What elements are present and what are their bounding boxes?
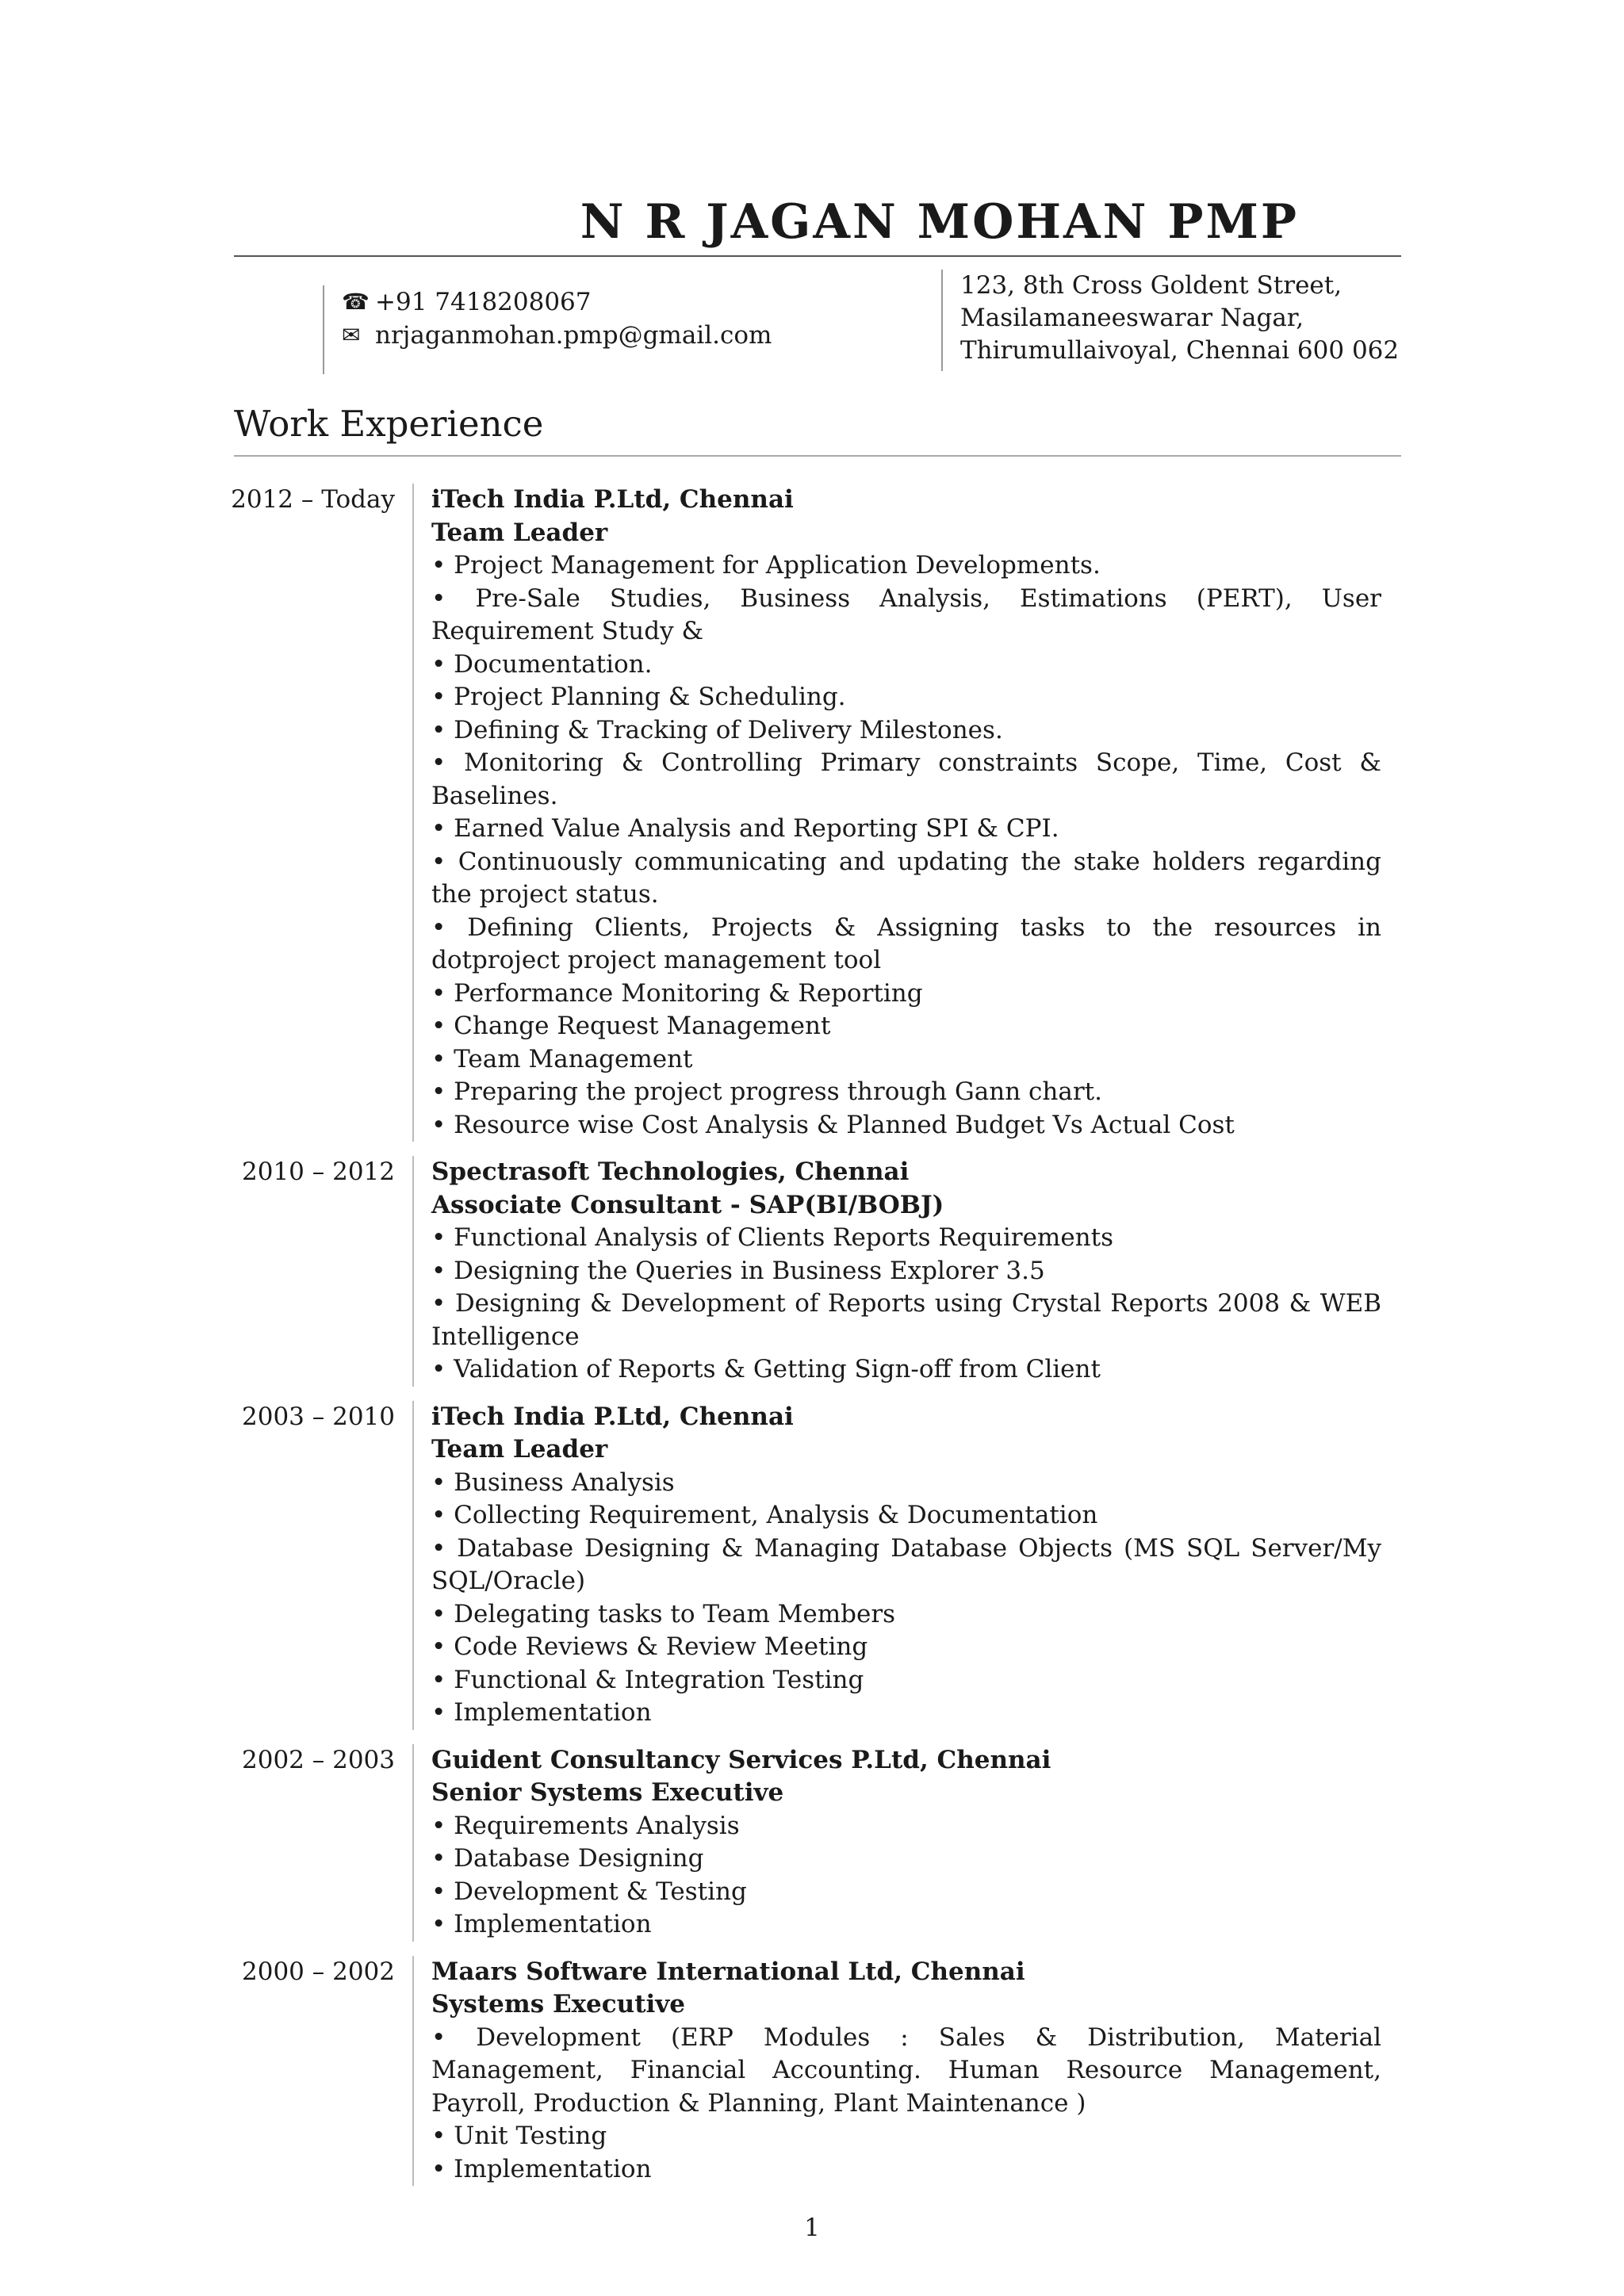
responsibility-list bbox=[431, 1467, 1381, 1730]
company-name: Guident Consultancy Services P.Ltd, Chennai bbox=[431, 1745, 1051, 1774]
company-name: Maars Software International Ltd, Chennai bbox=[431, 1957, 1025, 1986]
experience-entry bbox=[0, 1401, 1624, 1730]
work-experience-list bbox=[0, 484, 1624, 2200]
responsibility-item: • Implementation bbox=[431, 1698, 652, 1727]
experience-details bbox=[412, 1744, 1381, 1942]
address-line-3: Thirumullaivoyal, Chennai 600 062 bbox=[960, 336, 1400, 365]
page-number: 1 bbox=[804, 2214, 820, 2242]
envelope-icon: ✉ bbox=[342, 322, 361, 348]
phone-line bbox=[342, 285, 772, 319]
experience-entry bbox=[0, 1956, 1624, 2187]
experience-entry bbox=[0, 484, 1624, 1142]
address-line-1: 123, 8th Cross Goldent Street, bbox=[960, 271, 1342, 300]
experience-details bbox=[412, 1956, 1381, 2187]
experience-period: 2010 – 2012 bbox=[242, 1158, 395, 1186]
job-title: Team Leader bbox=[431, 518, 608, 547]
experience-period: 2012 – Today bbox=[231, 485, 395, 514]
candidate-name: N R JAGAN MOHAN PMP bbox=[580, 194, 1299, 250]
company-name: iTech India P.Ltd, Chennai bbox=[431, 1402, 794, 1431]
section-divider bbox=[234, 455, 1401, 457]
email-address[interactable]: nrjaganmohan.pmp@gmail.com bbox=[375, 321, 772, 350]
experience-period: 2000 – 2002 bbox=[242, 1957, 395, 1986]
experience-period: 2002 – 2003 bbox=[242, 1745, 395, 1774]
responsibility-item: • Implementation bbox=[431, 2154, 652, 2183]
responsibility-item: • Collecting Requirement, Analysis & Documentation bbox=[431, 1501, 1098, 1529]
responsibility-item: • Development (ERP Modules : Sales & Distribution, Material Management, Financial Accounting. Human Resource Management, Payroll, Production & Planning, Plant Maintenance ) bbox=[431, 2022, 1381, 2118]
responsibility-item: • Monitoring & Controlling Primary constraints Scope, Time, Cost & Baselines. bbox=[431, 748, 1381, 810]
phone-number[interactable]: +91 7418208067 bbox=[375, 288, 592, 316]
responsibility-item: • Change Request Management bbox=[431, 1012, 831, 1040]
experience-details bbox=[412, 1156, 1381, 1387]
experience-details bbox=[412, 484, 1381, 1142]
responsibility-item: • Functional Analysis of Clients Reports Requirements bbox=[431, 1223, 1113, 1252]
job-title: Systems Executive bbox=[431, 1990, 686, 2019]
responsibility-item: • Team Management bbox=[431, 1044, 693, 1073]
address-block bbox=[941, 270, 1399, 371]
responsibility-item: • Code Reviews & Review Meeting bbox=[431, 1632, 868, 1661]
responsibility-item: • Designing the Queries in Business Explorer 3.5 bbox=[431, 1256, 1045, 1285]
address-line-2: Masilamaneeswarar Nagar, bbox=[960, 304, 1304, 332]
job-title: Team Leader bbox=[431, 1435, 608, 1464]
company-name: iTech India P.Ltd, Chennai bbox=[431, 485, 794, 514]
name-divider bbox=[234, 255, 1401, 257]
responsibility-item: • Designing & Development of Reports using Crystal Reports 2008 & WEB Intelligence bbox=[431, 1289, 1381, 1351]
responsibility-item: • Functional & Integration Testing bbox=[431, 1665, 864, 1694]
responsibility-item: • Defining & Tracking of Delivery Milestones. bbox=[431, 715, 1003, 744]
experience-period: 2003 – 2010 bbox=[242, 1402, 395, 1431]
responsibility-item: • Database Designing bbox=[431, 1844, 704, 1873]
responsibility-item: • Preparing the project progress through Gann chart. bbox=[431, 1077, 1102, 1106]
responsibility-item: • Requirements Analysis bbox=[431, 1811, 740, 1840]
contact-block bbox=[323, 285, 772, 374]
responsibility-list bbox=[431, 2022, 1381, 2187]
phone-icon: ☎ bbox=[342, 289, 370, 315]
responsibility-item: • Validation of Reports & Getting Sign-off from Client bbox=[431, 1355, 1101, 1383]
responsibility-item: • Business Analysis bbox=[431, 1468, 675, 1497]
email-line bbox=[342, 319, 772, 352]
responsibility-item: • Implementation bbox=[431, 1910, 652, 1938]
responsibility-item: • Project Management for Application Developments. bbox=[431, 551, 1101, 580]
responsibility-item: • Continuously communicating and updating the stake holders regarding the project status. bbox=[431, 847, 1381, 909]
responsibility-item: • Project Planning & Scheduling. bbox=[431, 683, 846, 711]
section-title-work-experience: Work Experience bbox=[234, 403, 544, 445]
experience-details bbox=[412, 1401, 1381, 1730]
responsibility-item: • Documentation. bbox=[431, 649, 653, 679]
company-name: Spectrasoft Technologies, Chennai bbox=[431, 1158, 910, 1186]
responsibility-list bbox=[431, 549, 1381, 1142]
responsibility-item: • Delegating tasks to Team Members bbox=[431, 1599, 896, 1628]
responsibility-item: • Database Designing & Managing Database Objects (MS SQL Server/My SQL/Oracle) bbox=[431, 1533, 1381, 1595]
job-title: Senior Systems Executive bbox=[431, 1778, 784, 1807]
responsibility-item: • Earned Value Analysis and Reporting SPI & CPI. bbox=[431, 814, 1059, 843]
responsibility-item: • Resource wise Cost Analysis & Planned Budget Vs Actual Cost bbox=[431, 1110, 1235, 1139]
experience-entry bbox=[0, 1744, 1624, 1942]
responsibility-item: • Development & Testing bbox=[431, 1877, 747, 1906]
responsibility-item: • Defining Clients, Projects & Assigning tasks to the resources in dotproject project management tool bbox=[431, 913, 1381, 974]
job-title: Associate Consultant - SAP(BI/BOBJ) bbox=[431, 1190, 944, 1219]
responsibility-list bbox=[431, 1810, 1381, 1942]
responsibility-item: • Performance Monitoring & Reporting bbox=[431, 978, 923, 1008]
responsibility-item: • Unit Testing bbox=[431, 2122, 607, 2150]
responsibility-item: • Pre-Sale Studies, Business Analysis, Estimations (PERT), User Requirement Study & bbox=[431, 584, 1381, 645]
responsibility-list bbox=[431, 1222, 1381, 1387]
experience-entry bbox=[0, 1156, 1624, 1387]
